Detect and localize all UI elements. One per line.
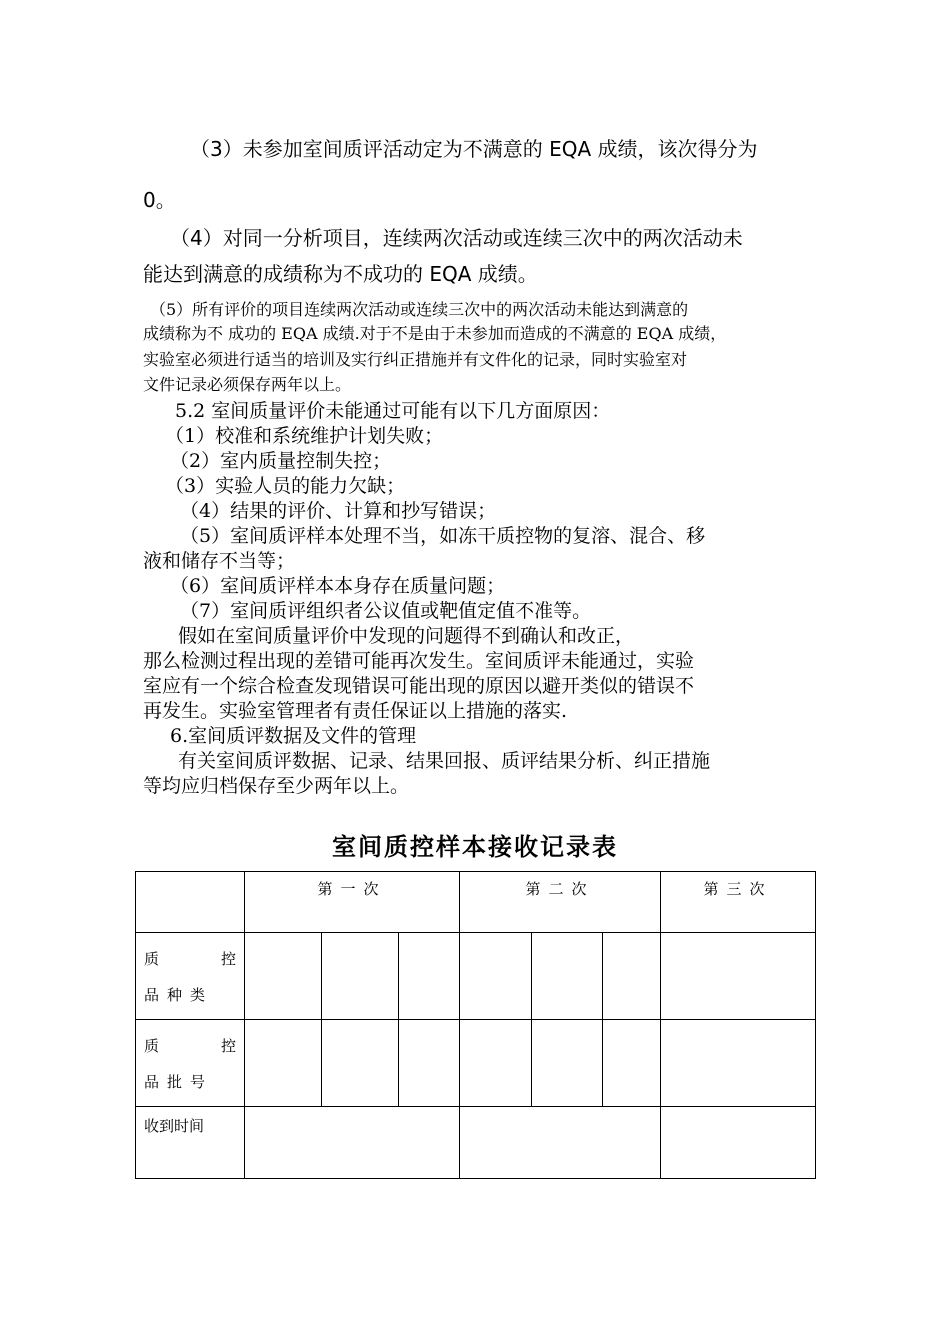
para-5-line-2: 成绩称为不 成功的 EQA 成绩.对于不是由于未参加而造成的不满意的 EQA 成绩，: [143, 324, 727, 343]
table-cell[interactable]: [532, 1020, 603, 1107]
row-label-part: 控: [220, 950, 236, 968]
reason-6: （6）室间质评样本本身存在质量问题；: [170, 575, 506, 597]
table-row: [136, 1020, 816, 1107]
table-cell[interactable]: [603, 1020, 661, 1107]
header-first: 第一次: [245, 872, 460, 933]
para-5-line-3: 实验室必须进行适当的培训及实行纠正措施并有文件化的记录，同时实验室对: [143, 350, 688, 369]
row-label-part: 质: [144, 950, 160, 968]
para-3-line-2: 0。: [143, 188, 176, 212]
table-cell[interactable]: [399, 933, 460, 1020]
table-cell[interactable]: [245, 933, 322, 1020]
section-6-line-2: 等均应归档保存至少两年以上。: [143, 775, 410, 797]
row-label-received-time: 收到时间: [136, 1107, 245, 1179]
reason-1: （1）校准和系统维护计划失败；: [165, 425, 444, 447]
row-label-qc-lot: [136, 1020, 245, 1107]
table-cell[interactable]: [460, 1107, 661, 1179]
para-5-line-1: （5）所有评价的项目连续两次活动或连续三次中的两次活动未能达到满意的: [150, 300, 689, 319]
table-cell[interactable]: [399, 1020, 460, 1107]
para-3-line-1: （3）未参加室间质评活动定为不满意的 EQA 成绩，该次得分为: [190, 137, 758, 161]
table-cell[interactable]: [245, 1020, 322, 1107]
table-cell[interactable]: [661, 1020, 816, 1107]
header-second: 第二次: [460, 872, 661, 933]
row-label-part: 控: [220, 1037, 236, 1055]
table-row: [136, 933, 816, 1020]
table-cell[interactable]: [322, 1020, 399, 1107]
reason-5-line-1: （5）室间质评样本处理不当，如冻干质控物的复溶、混合、移: [180, 525, 706, 547]
table-cell[interactable]: [661, 933, 816, 1020]
table-cell[interactable]: [322, 933, 399, 1020]
section-5-2-title: 5.2 室间质量评价未能通过可能有以下几方面原因：: [175, 400, 611, 422]
table-title: 室间质控样本接收记录表: [332, 833, 618, 861]
table-cell[interactable]: [603, 933, 661, 1020]
table-cell[interactable]: [532, 933, 603, 1020]
table-row: [136, 1107, 816, 1179]
conclusion-line-4: 再发生。实验室管理者有责任保证以上措施的落实.: [143, 700, 568, 722]
row-label-part: 品批号: [144, 1073, 214, 1091]
table-cell[interactable]: [460, 1020, 532, 1107]
row-label-qc-type: [136, 933, 245, 1020]
table-header-row: [136, 872, 816, 933]
section-6-line-1: 有关室间质评数据、记录、结果回报、质评结果分析、纠正措施: [178, 750, 711, 772]
conclusion-line-2: 那么检测过程出现的差错可能再次发生。室间质评未能通过，实验: [143, 650, 695, 672]
table-cell[interactable]: [245, 1107, 460, 1179]
para-4-line-1: （4）对同一分析项目，连续两次活动或连续三次中的两次活动未: [170, 226, 743, 250]
section-6-title: 6.室间质评数据及文件的管理: [170, 725, 417, 747]
sample-receipt-table: [135, 871, 816, 1179]
conclusion-line-1: 假如在室间质量评价中发现的问题得不到确认和改正，: [178, 625, 635, 647]
reason-5-line-2: 液和储存不当等；: [143, 550, 296, 572]
row-label-part: 品种类: [144, 986, 214, 1004]
header-third: 第三次: [661, 872, 816, 933]
reason-3: （3）实验人员的能力欠缺；: [165, 475, 406, 497]
reason-4: （4）结果的评价、计算和抄写错误；: [180, 500, 497, 522]
reason-7: （7）室间质评组织者公议值或靶值定值不准等。: [180, 600, 592, 622]
para-4-line-2: 能达到满意的成绩称为不成功的 EQA 成绩。: [143, 262, 538, 286]
table-corner-cell: [136, 872, 245, 933]
table-cell[interactable]: [661, 1107, 816, 1179]
row-label-part: 质: [144, 1037, 160, 1055]
para-5-line-4: 文件记录必须保存两年以上。: [143, 375, 352, 394]
reason-2: （2）室内质量控制失控；: [170, 450, 392, 472]
table-cell[interactable]: [460, 933, 532, 1020]
conclusion-line-3: 室应有一个综合检查发现错误可能出现的原因以避开类似的错误不: [143, 675, 695, 697]
